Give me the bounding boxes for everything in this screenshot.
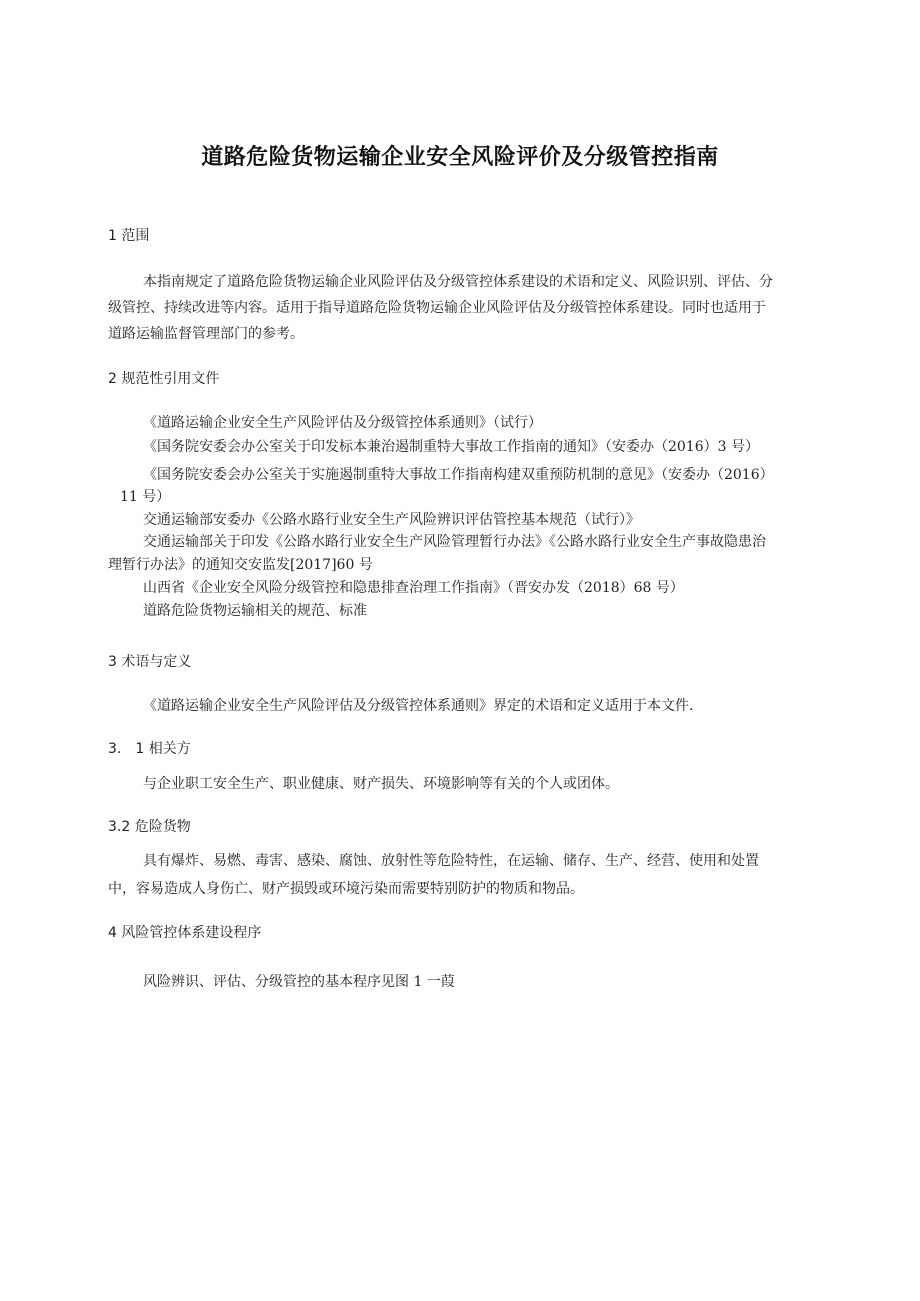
section-3-2-heading: 3.2 危险货物 [108, 819, 191, 835]
section-3-1-heading: 3. 1 相关方 [108, 741, 191, 757]
reference-item-continuation: 11 号） [120, 489, 171, 505]
section-3-2-para-line-1: 具有爆炸、易燃、毒害、感染、腐蚀、放射性等危险特性，在运输、储存、生产、经营、使用和处置 [143, 853, 759, 869]
section-3-1-para: 与企业职工安全生产、职业健康、财产损失、环境影响等有关的个人或团体。 [143, 776, 619, 792]
reference-item: 道路危险货物运输相关的规范、标准 [143, 603, 367, 619]
section-1-para-line-2: 级管控、持续改进等内容。适用于指导道路危险货物运输企业风险评估及分级管控体系建设。同时也适用于 [108, 300, 766, 316]
reference-item: 交通运输部关于印发《公路水路行业安全生产风险管理暂行办法》《公路水路行业安全生产事故隐患治 [143, 534, 766, 550]
section-3-heading: 3 术语与定义 [108, 654, 192, 670]
section-4-heading: 4 风险管控体系建设程序 [108, 925, 262, 941]
section-2-heading: 2 规范性引用文件 [108, 371, 220, 387]
reference-item: 《国务院安委会办公室关于实施遏制重特大事故工作指南构建双重预防机制的意见》（安委办（2016） [143, 467, 774, 483]
reference-item: 《道路运输企业安全生产风险评估及分级管控体系通则》（试行） [143, 415, 542, 431]
section-4-para: 风险辨识、评估、分级管控的基本程序见图 1 一葭 [143, 974, 455, 990]
section-3-para: 《道路运输企业安全生产风险评估及分级管控体系通则》界定的术语和定义适用于本文件. [143, 698, 694, 714]
document-title: 道路危险货物运输企业安全风险评价及分级管控指南 [201, 145, 719, 170]
section-1-para-line-3: 道路运输监督管理部门的参考。 [108, 326, 304, 342]
section-3-2-para-line-2: 中，容易造成人身伤亡、财产损毁或环境污染而需要特别防护的物质和物品。 [108, 881, 584, 897]
reference-item: 《国务院安委会办公室关于印发标本兼治遏制重特大事故工作指南的通知》（安委办（2016）3 号） [143, 439, 759, 455]
reference-item: 交通运输部安委办《公路水路行业安全生产风险辨识评估管控基本规范（试行）》 [143, 512, 640, 528]
reference-item-continuation: 理暂行办法》的通知交安监发[2017]60 号 [108, 557, 373, 573]
section-1-para-line-1: 本指南规定了道路危险货物运输企业风险评估及分级管控体系建设的术语和定义、风险识别、评估、分 [143, 274, 773, 290]
section-1-heading: 1 范围 [108, 228, 150, 244]
reference-item: 山西省《企业安全风险分级管控和隐患排查治理工作指南》（晋安办发（2018）68 号） [143, 580, 684, 596]
